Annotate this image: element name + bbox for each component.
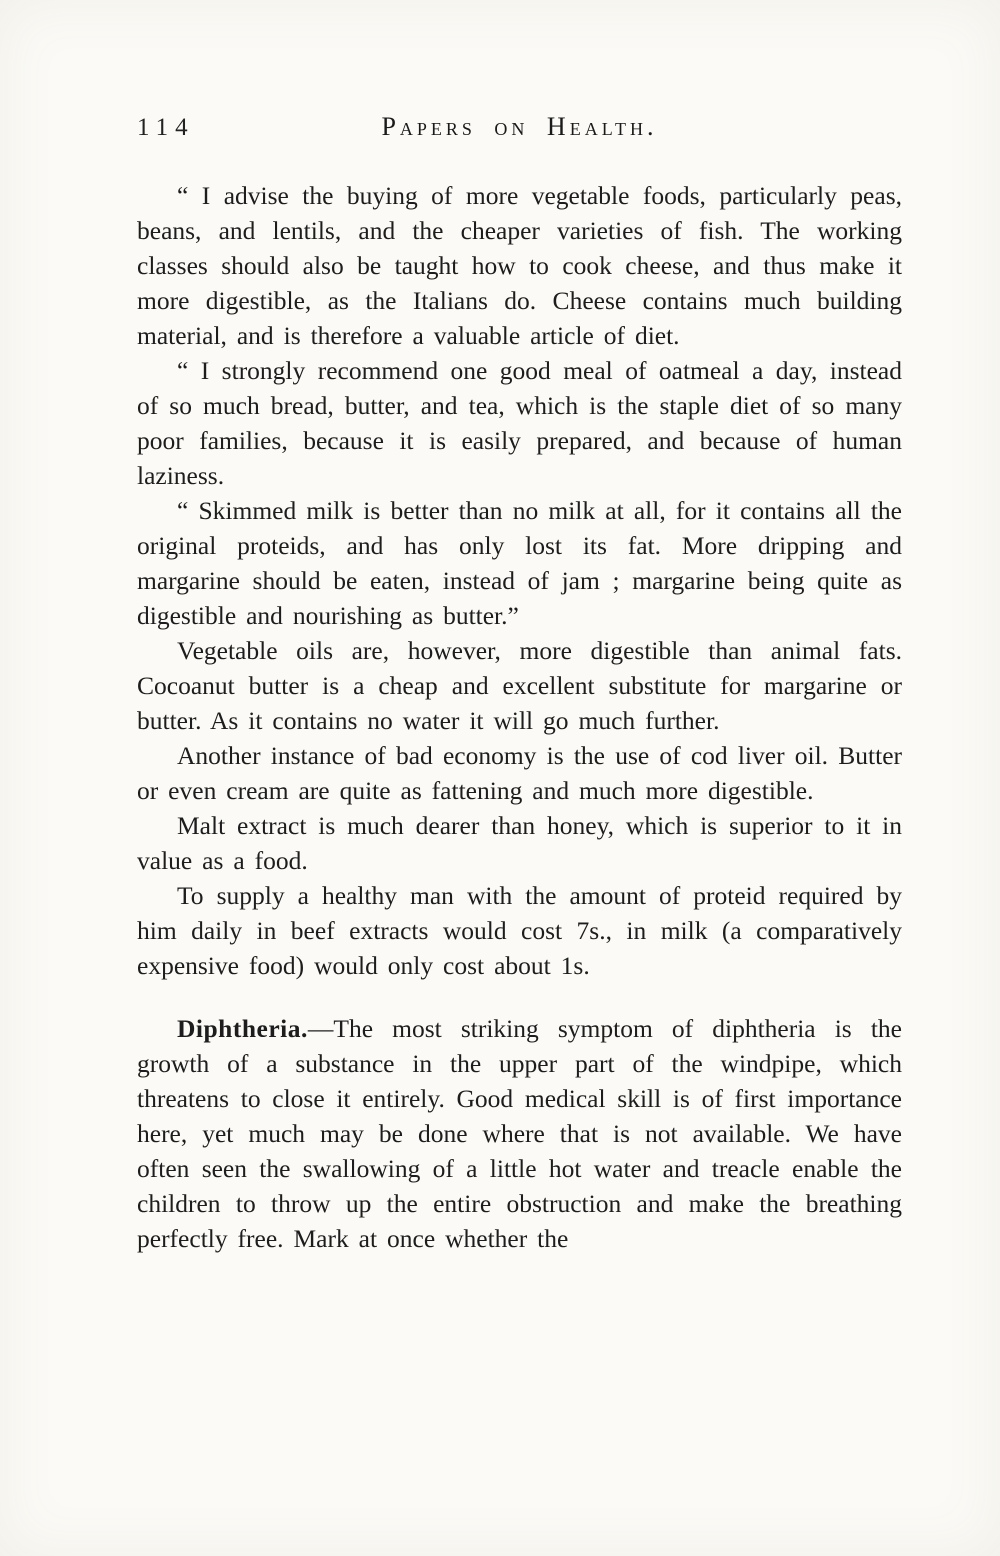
page-body xyxy=(137,178,902,1256)
running-title: Papers on Health. xyxy=(381,112,658,141)
page-header xyxy=(137,112,902,152)
paragraph-vegetable-oils: Vegetable oils are, however, more digestible than animal fats. Cocoanut butter is a cheap and excellent substitute for margarine or butter. As it contains no water it will go much further. xyxy=(137,636,902,735)
paragraph-proteid-cost: To supply a healthy man with the amount of proteid required by him daily in beef extracts would cost 7s., in milk (a comparatively expensive food) would only cost about 1s. xyxy=(137,881,902,980)
section-body-text: —The most striking symptom of diphtheria is the growth of a substance in the upper part of the windpipe, which threatens to close it entirely. Good medical skill is of first importance here, yet much may be done where that is not available. We have often seen the swallowing of a little hot water and treacle enable the children to throw up the entire obstruction and make the breathing perfectly free. Mark at once whether the xyxy=(137,1014,902,1253)
section-heading-diphtheria: Diphtheria. xyxy=(177,1014,308,1043)
paragraph-cod-liver-oil: Another instance of bad economy is the use of cod liver oil. Butter or even cream are quite as fattening and much more digestible. xyxy=(137,741,902,805)
paragraph-quote-3: “ Skimmed milk is better than no milk at all, for it contains all the original proteids, and has only lost its fat. More dripping and margarine should be eaten, instead of jam ; margarine being quite as digestible and nourishing as butter.” xyxy=(137,496,902,630)
paragraph-malt-extract: Malt extract is much dearer than honey, which is superior to it in value as a food. xyxy=(137,811,902,875)
paragraph-quote-2: “ I strongly recommend one good meal of oatmeal a day, instead of so much bread, butter, and tea, which is the staple diet of so many poor families, because it is easily prepared, and because of human laziness. xyxy=(137,356,902,490)
paragraph-diphtheria xyxy=(137,1011,902,1256)
paragraph-quote-1: “ I advise the buying of more vegetable foods, particularly peas, beans, and lentils, and the cheaper varieties of fish. The working classes should also be taught how to cook cheese, and thus make it more digestible, as the Italians do. Cheese contains much building material, and is therefore a valuable article of diet. xyxy=(137,181,902,350)
page-number: 114 xyxy=(137,114,195,141)
